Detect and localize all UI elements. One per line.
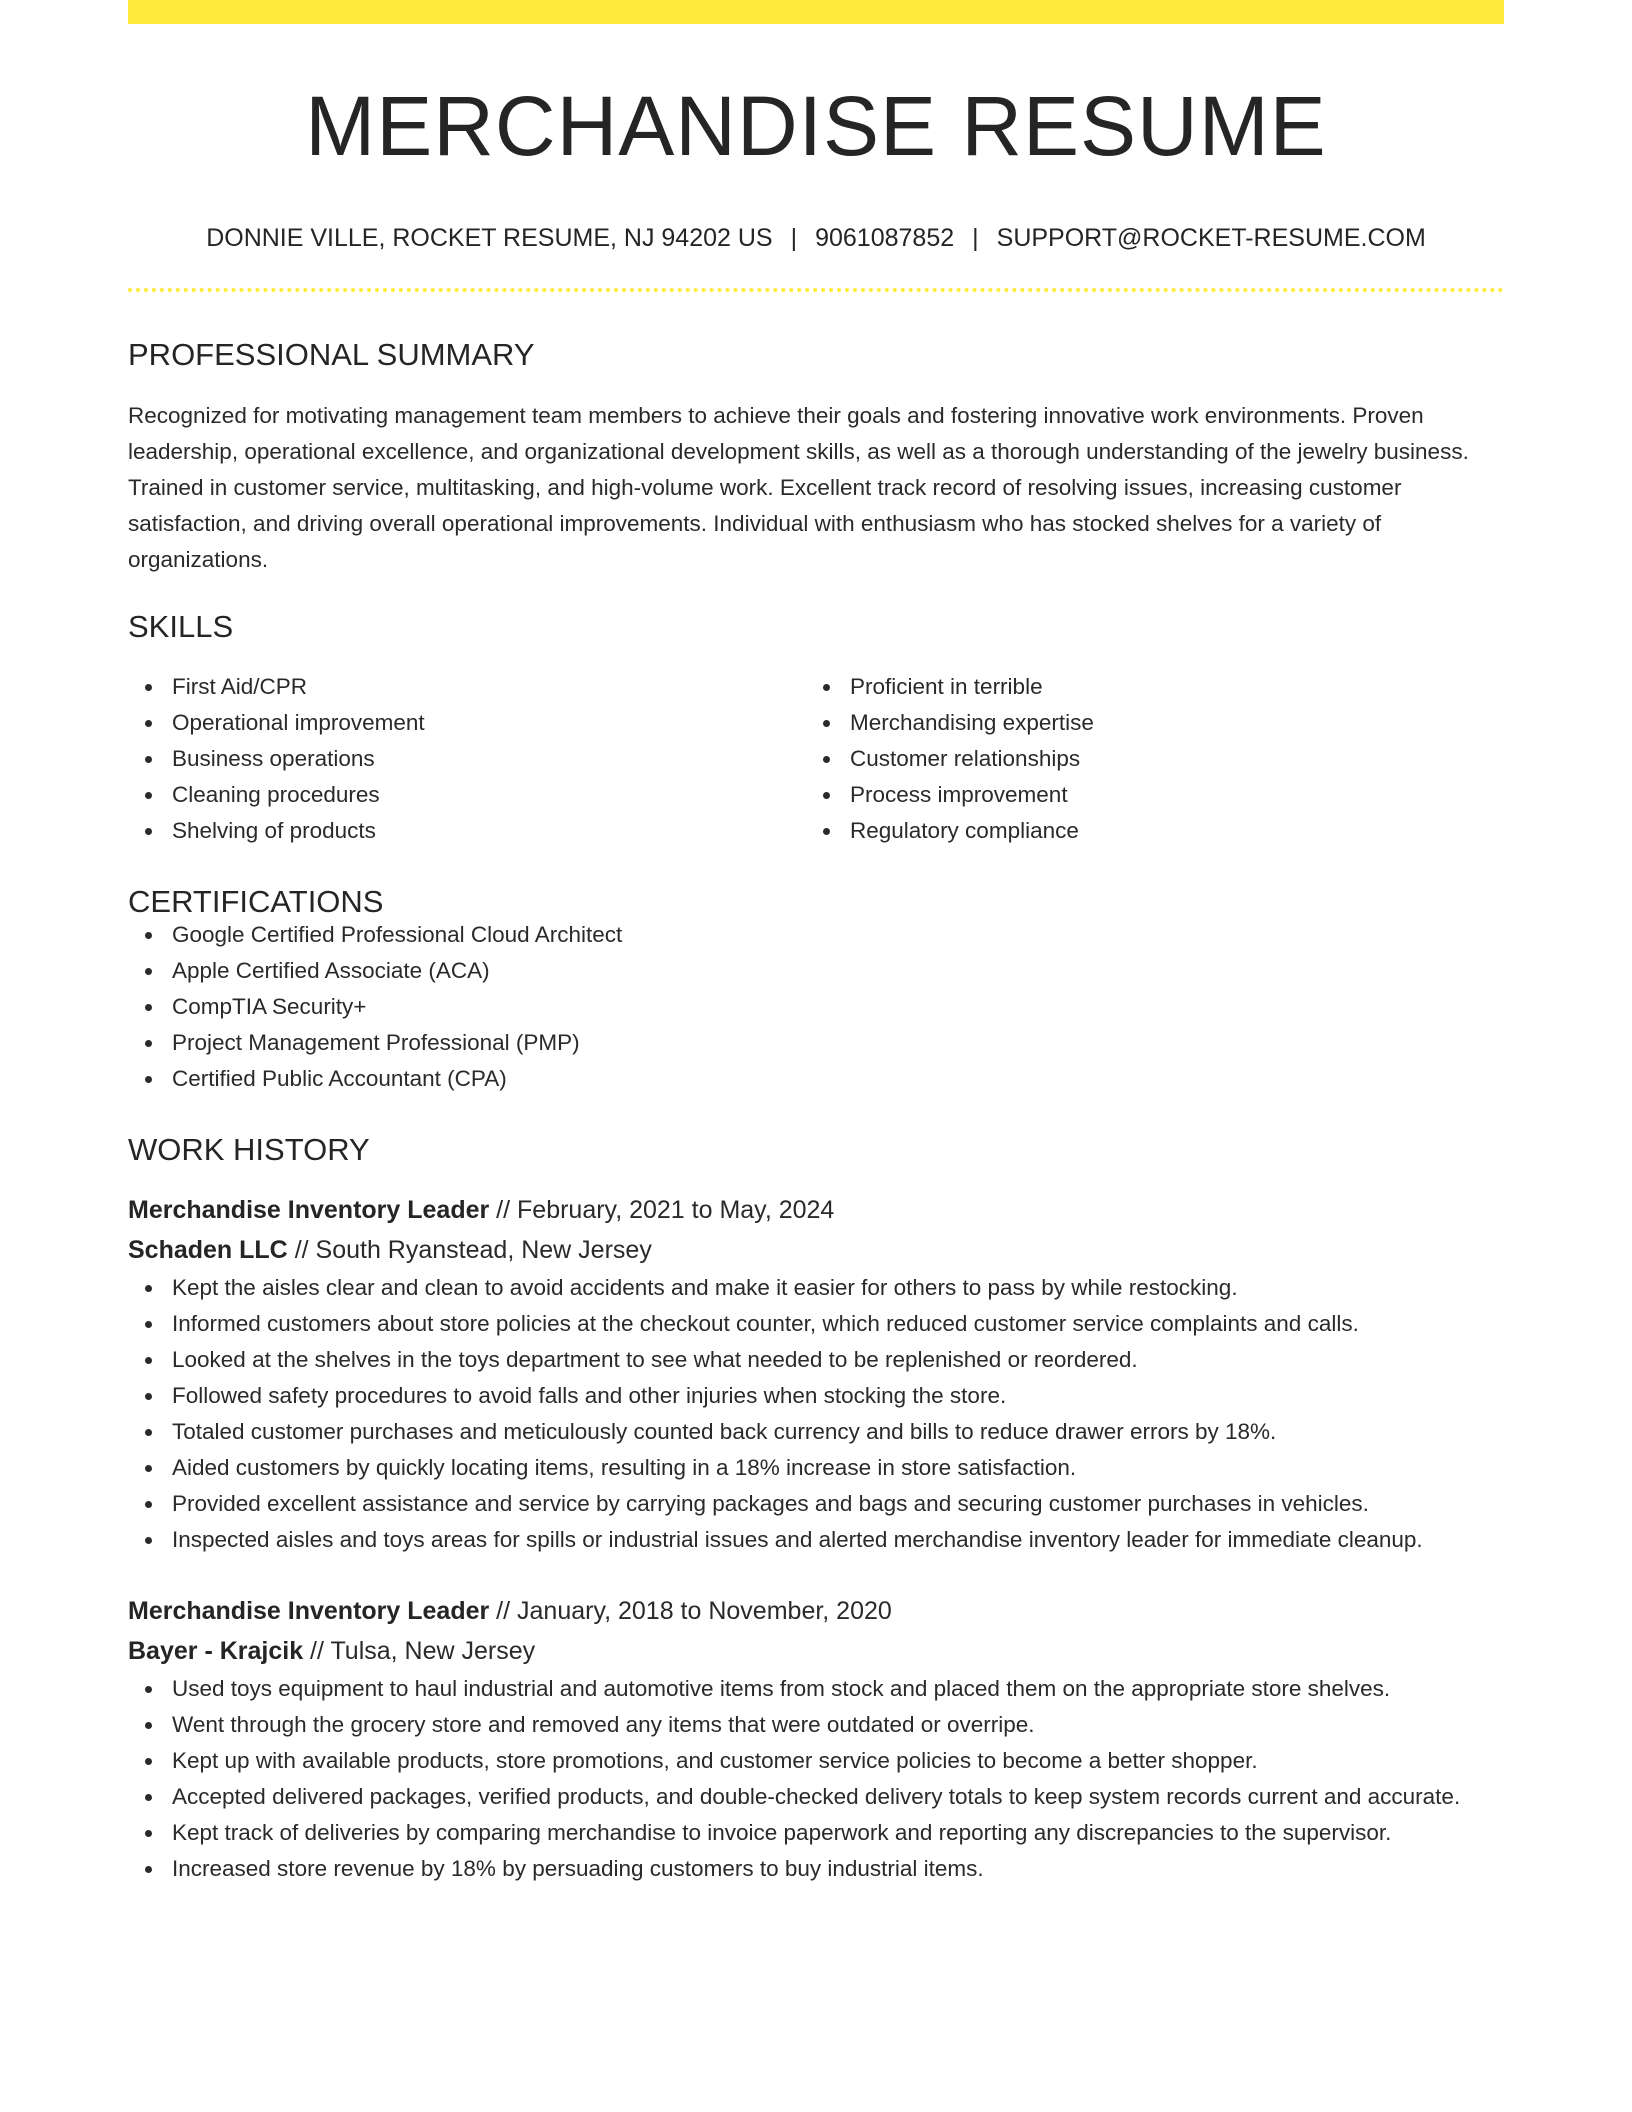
certification-item: Apple Certified Associate (ACA) [128,953,1504,989]
skills-column-right [806,669,1484,849]
job-duties-list [128,1671,1504,1887]
job-role-line [128,1190,1504,1230]
skill-item: Process improvement [806,777,1484,813]
contact-line [128,226,1504,251]
job-duty: Kept track of deliveries by comparing merchandise to invoice paperwork and reporting any discrepancies to the supervisor. [128,1815,1504,1851]
certification-item: Google Certified Professional Cloud Architect [128,917,1504,953]
job-company: Bayer - Krajcik [128,1637,304,1665]
contact-phone: 9061087852 [815,224,955,252]
skills-grid [128,669,1504,849]
certification-item: CompTIA Security+ [128,989,1504,1025]
job-role: Merchandise Inventory Leader [128,1196,490,1224]
job-location: // South Ryanstead, New Jersey [287,1236,652,1264]
summary-text: Recognized for motivating management team members to achieve their goals and fostering innovative work environments. Proven leadership, operational excellence, and organizational development skills, as well as a thorough understanding of the jewelry business. Trained in customer service, multitasking, and high-volume work. Excellent track record of resolving issues, increasing customer satisfaction, and driving overall operational improvements. Individual with enthusiasm who has stocked shelves for a variety of organizations. [128,403,1469,572]
job-company-line [128,1631,1504,1671]
job-duty: Kept the aisles clear and clean to avoid accidents and make it easier for others to pass by while restocking. [128,1270,1504,1306]
job-entry [128,1190,1504,1558]
job-duty: Totaled customer purchases and meticulously counted back currency and bills to reduce drawer errors by 18%. [128,1414,1504,1450]
certification-item: Project Management Professional (PMP) [128,1025,1504,1061]
job-role-line [128,1591,1504,1631]
job-role: Merchandise Inventory Leader [128,1597,490,1625]
job-entry [128,1591,1504,1887]
job-duty: Provided excellent assistance and service by carrying packages and bags and securing customer purchases in vehicles. [128,1486,1504,1522]
skills-list-right [806,669,1484,849]
skill-item: Proficient in terrible [806,669,1484,705]
job-duty: Informed customers about store policies at the checkout counter, which reduced customer service complaints and calls. [128,1306,1504,1342]
job-duty: Followed safety procedures to avoid falls and other injuries when stocking the store. [128,1378,1504,1414]
certification-item: Certified Public Accountant (CPA) [128,1061,1504,1097]
job-location: // Tulsa, New Jersey [303,1637,536,1665]
certifications-heading: CERTIFICATIONS [128,884,384,919]
job-duty: Kept up with available products, store promotions, and customer service policies to become a better shopper. [128,1743,1504,1779]
skill-item: Shelving of products [128,813,806,849]
certifications-list [128,917,1504,1097]
work-history-heading: WORK HISTORY [128,1132,370,1167]
skill-item: First Aid/CPR [128,669,806,705]
skills-heading: SKILLS [128,609,234,644]
contact-address: DONNIE VILLE, ROCKET RESUME, NJ 94202 US [206,224,773,252]
job-duties-list [128,1270,1504,1558]
skill-item: Cleaning procedures [128,777,806,813]
skill-item: Operational improvement [128,705,806,741]
accent-bar [128,0,1504,24]
resume-page [128,0,1504,1887]
skill-item: Business operations [128,741,806,777]
contact-email: SUPPORT@ROCKET-RESUME.COM [996,224,1426,252]
job-duty: Inspected aisles and toys areas for spills or industrial issues and alerted merchandise inventory leader for immediate cleanup. [128,1522,1504,1558]
summary-heading: PROFESSIONAL SUMMARY [128,337,535,372]
job-duty: Looked at the shelves in the toys department to see what needed to be replenished or reordered. [128,1342,1504,1378]
job-company-line [128,1230,1504,1270]
job-company: Schaden LLC [128,1236,288,1264]
job-duty: Used toys equipment to haul industrial and automotive items from stock and placed them on the appropriate store shelves. [128,1671,1504,1707]
job-dates: // January, 2018 to November, 2020 [489,1597,892,1625]
skill-item: Customer relationships [806,741,1484,777]
contact-separator: | [972,224,979,252]
skills-list-left [128,669,806,849]
skills-column-left [128,669,806,849]
job-duty: Increased store revenue by 18% by persuading customers to buy industrial items. [128,1851,1504,1887]
job-duty: Aided customers by quickly locating items, resulting in a 18% increase in store satisfaction. [128,1450,1504,1486]
job-duty: Went through the grocery store and removed any items that were outdated or overripe. [128,1707,1504,1743]
job-dates: // February, 2021 to May, 2024 [489,1196,835,1224]
skill-item: Regulatory compliance [806,813,1484,849]
job-duty: Accepted delivered packages, verified products, and double-checked delivery totals to keep system records current and accurate. [128,1779,1504,1815]
skill-item: Merchandising expertise [806,705,1484,741]
dotted-divider [128,288,1504,292]
contact-separator: | [790,224,798,252]
resume-title: MERCHANDISE RESUME [305,79,1327,173]
